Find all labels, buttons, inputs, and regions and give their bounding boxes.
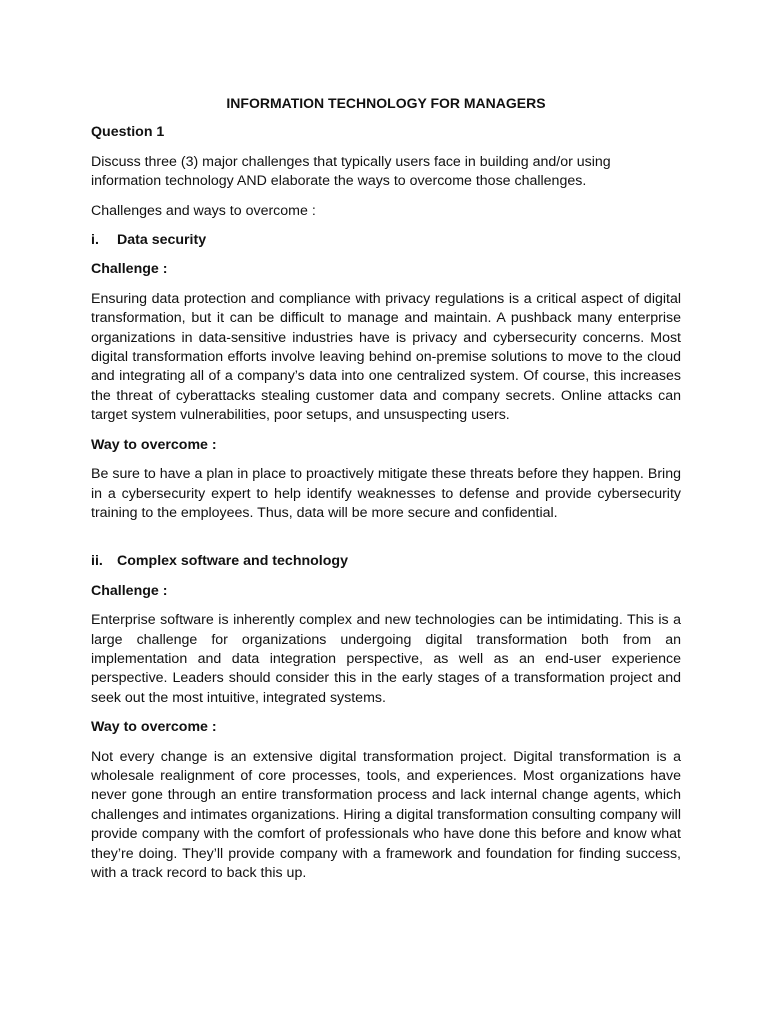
question-heading: Question 1	[91, 124, 165, 141]
overcome-label: Way to overcome :	[91, 719, 217, 736]
challenge-label: Challenge :	[91, 582, 168, 599]
overcome-text: Not every change is an extensive digital transformation project. Digital transformation is a wholesale realignment of core processes, tools, and experiences. Most organizations have never gone through an entire transformation process and lack internal change agents, which challenges and intimates organizations. Hiring a digital transformation consulting company will provide company with the comfort of professionals who have done this before and know what they’re doing. They’ll provide company with a framework and foundation for finding success, with a track record to back this up.	[91, 748, 681, 881]
question-text: Discuss three (3) major challenges that typically users face in building and/or using information technology AND elaborate the ways to overcome those challenges.	[91, 153, 611, 190]
overcome-text: Be sure to have a plan in place to proactively mitigate these threats before they happen. Bring in a cybersecurity expert to help identify weaknesses to defense and provide cybersecurity training to the employees. Thus, data will be more secure and confidential.	[91, 466, 681, 521]
document-title: INFORMATION TECHNOLOGY FOR MANAGERS	[226, 95, 546, 111]
section-heading-complex-software	[91, 552, 681, 571]
section-heading-data-security	[91, 231, 681, 250]
section-title: Complex software and technology	[117, 553, 348, 570]
challenge-text: Enterprise software is inherently complex and new technologies can be intimidating. This is a large challenge for organizations undergoing digital transformation both from an implementation and data integration perspective, as well as an end-user experience perspective. Leaders should consider this in the early stages of a transformation project and seek out the most intuitive, integrated systems.	[91, 612, 681, 706]
challenge-text: Ensuring data protection and compliance with privacy regulations is a critical aspect of digital transformation, but it can be difficult to manage and maintain. A pushback many enterprise organizations in data-sensitive industries have is privacy and cybersecurity concerns. Most digital transformation efforts involve leaving behind on-premise solutions to move to the cloud and integrating all of a company’s data into one centralized system. Of course, this increases the threat of cyberattacks stealing customer data and company secrets. Online attacks can target system vulnerabilities, poor setups, and unsuspecting users.	[91, 290, 681, 424]
section-number: ii.	[91, 553, 103, 570]
section-title: Data security	[117, 232, 207, 249]
section-number: i.	[91, 232, 99, 249]
intro-text: Challenges and ways to overcome :	[91, 202, 316, 219]
challenge-label: Challenge :	[91, 261, 168, 278]
overcome-label: Way to overcome :	[91, 436, 217, 453]
document-page	[91, 94, 681, 893]
section-spacer	[91, 533, 681, 552]
